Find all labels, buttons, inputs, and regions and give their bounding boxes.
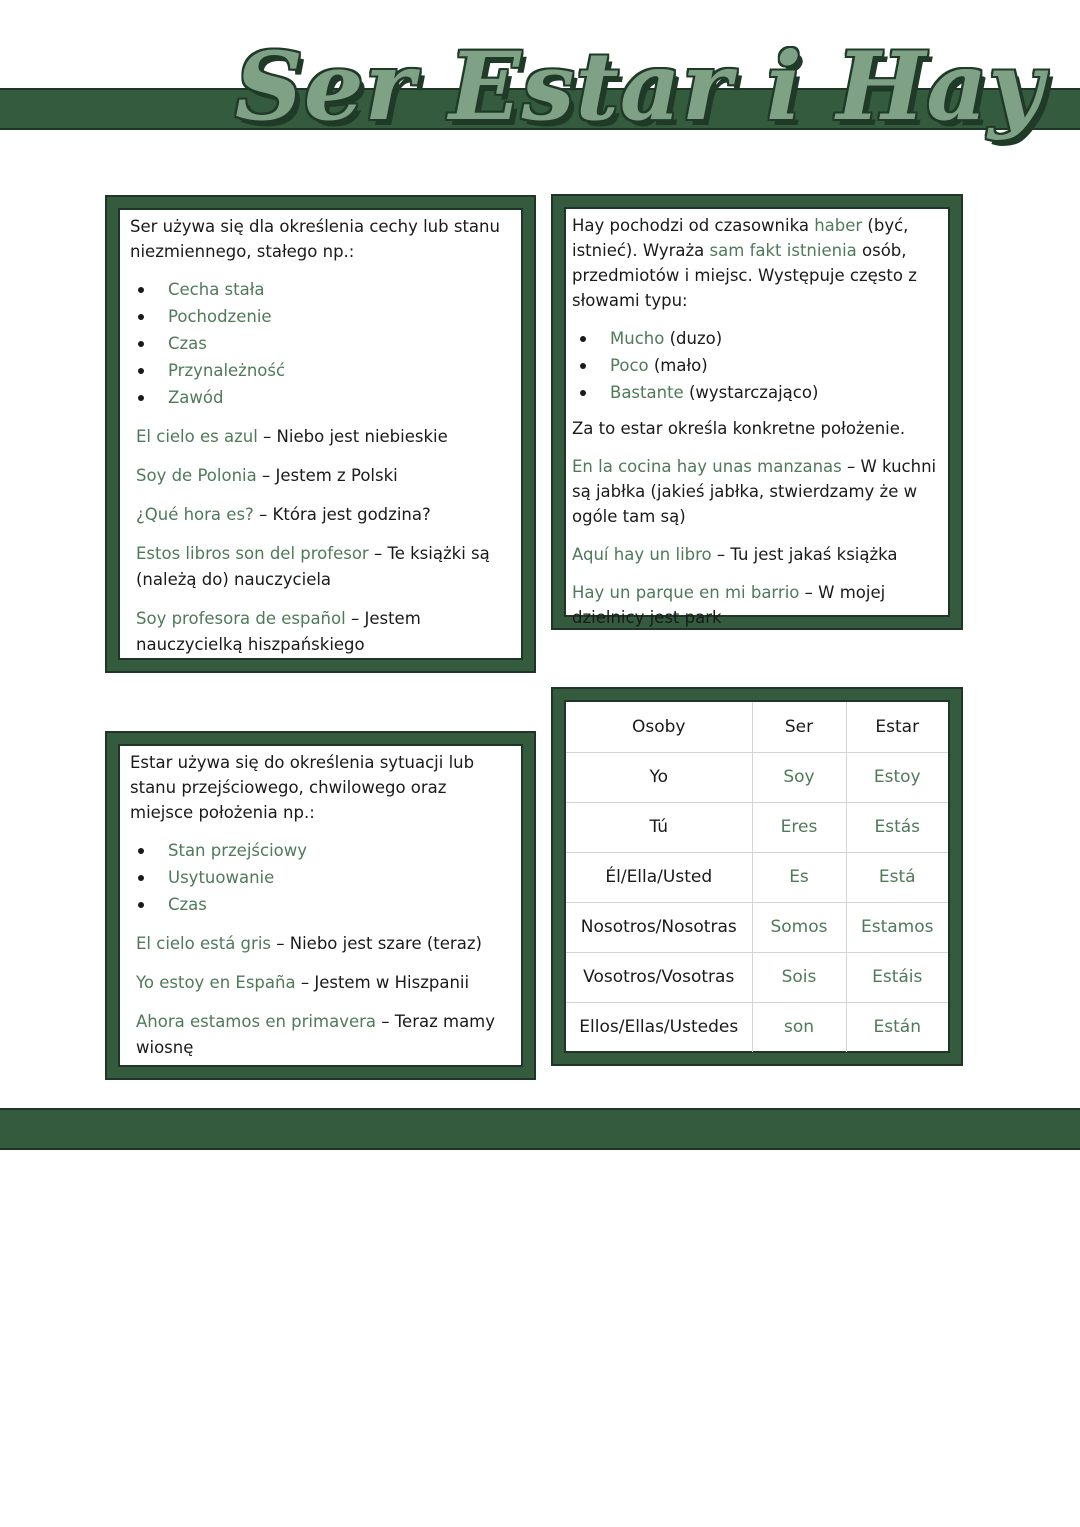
example: El cielo es azul – Niebo jest niebieskie <box>136 427 448 446</box>
example: Ahora estamos en primavera – Teraz mamy wiosnę <box>136 1012 496 1057</box>
list-item: Czas <box>130 330 513 357</box>
table-row <box>566 802 948 852</box>
table-cell: Estoy <box>846 752 948 802</box>
table-cell: Ellos/Ellas/Ustedes <box>566 1002 752 1052</box>
ser-card <box>105 195 536 673</box>
list-item: Zawód <box>130 384 513 411</box>
table-cell: Tú <box>566 802 752 852</box>
table-cell: Soy <box>752 752 846 802</box>
table-cell: Eres <box>752 802 846 852</box>
example: ¿Qué hora es? – Która jest godzina? <box>136 505 431 524</box>
table-row <box>566 952 948 1002</box>
bottom-banner <box>0 1108 1080 1150</box>
example: El cielo está gris – Niebo jest szare (teraz) <box>136 934 482 953</box>
list-item: Poco (mało) <box>572 352 940 379</box>
example: Soy profesora de español – Jestem nauczycielką hiszpańskiego <box>136 609 421 654</box>
list-item: Cecha stała <box>130 276 513 303</box>
header-cell: Ser <box>752 702 846 752</box>
example: Hay un parque en mi barrio – W mojej dzielnicy jest park <box>572 583 886 627</box>
header-cell: Osoby <box>566 702 752 752</box>
estar-note: Za to estar określa konkretne położenie. <box>572 419 906 438</box>
hay-bullet-list <box>572 325 940 406</box>
estar-card <box>105 731 536 1080</box>
example: Estos libros son del profesor – Te książki są (należą do) nauczyciela <box>136 544 490 589</box>
estar-intro: Estar używa się do określenia sytuacji lub stanu przejściowego, chwilowego oraz miejsce położenia np.: <box>130 753 475 822</box>
table-cell: Yo <box>566 752 752 802</box>
table-header-row <box>566 702 948 752</box>
example: Yo estoy en España – Jestem w Hiszpanii <box>136 973 470 992</box>
example: Soy de Polonia – Jestem z Polski <box>136 466 398 485</box>
table-cell: Está <box>846 852 948 902</box>
conjugation-table <box>566 702 948 1052</box>
table-cell: Estáis <box>846 952 948 1002</box>
hay-intro: Hay pochodzi od czasownika haber (być, istnieć). Wyraża sam fakt istnienia osób, przedmiotów i miejsc. Występuje często z słowami typu: <box>572 216 917 310</box>
conjugation-card <box>551 687 963 1066</box>
table-cell: Están <box>873 1017 921 1038</box>
table-row <box>566 902 948 952</box>
table-row <box>566 752 948 802</box>
estar-bullet-list <box>130 837 513 918</box>
list-item: Usytuowanie <box>130 864 513 891</box>
table-cell: Estamos <box>846 902 948 952</box>
table-cell: Vosotros/Vosotras <box>566 952 752 1002</box>
table-cell: Él/Ella/Usted <box>566 852 752 902</box>
table-cell: Estás <box>846 802 948 852</box>
header-cell: Estar <box>846 702 948 752</box>
table-cell: Es <box>752 852 846 902</box>
example: Aquí hay un libro – Tu jest jakaś książka <box>572 545 898 564</box>
table-cell: Nosotros/Nosotras <box>566 902 752 952</box>
list-item: Stan przejściowy <box>130 837 513 864</box>
list-item: Mucho (duzo) <box>572 325 940 352</box>
table-cell: Sois <box>752 952 846 1002</box>
hay-card <box>551 194 963 630</box>
ser-bullet-list <box>130 276 513 411</box>
table-row <box>566 1002 948 1052</box>
page-title: Ser Estar i Hay <box>235 32 1044 142</box>
example: En la cocina hay unas manzanas – W kuchni są jabłka (jakieś jabłka, stwierdzamy że w ogóle tam są) <box>572 457 937 526</box>
list-item: Pochodzenie <box>130 303 513 330</box>
table-row <box>566 852 948 902</box>
list-item: Przynależność <box>130 357 513 384</box>
table-cell: Somos <box>752 902 846 952</box>
list-item: Czas <box>130 891 513 918</box>
ser-intro: Ser używa się dla określenia cechy lub stanu niezmiennego, stałego np.: <box>130 217 500 261</box>
table-cell: son <box>752 1002 846 1052</box>
list-item: Bastante (wystarczająco) <box>572 379 940 406</box>
